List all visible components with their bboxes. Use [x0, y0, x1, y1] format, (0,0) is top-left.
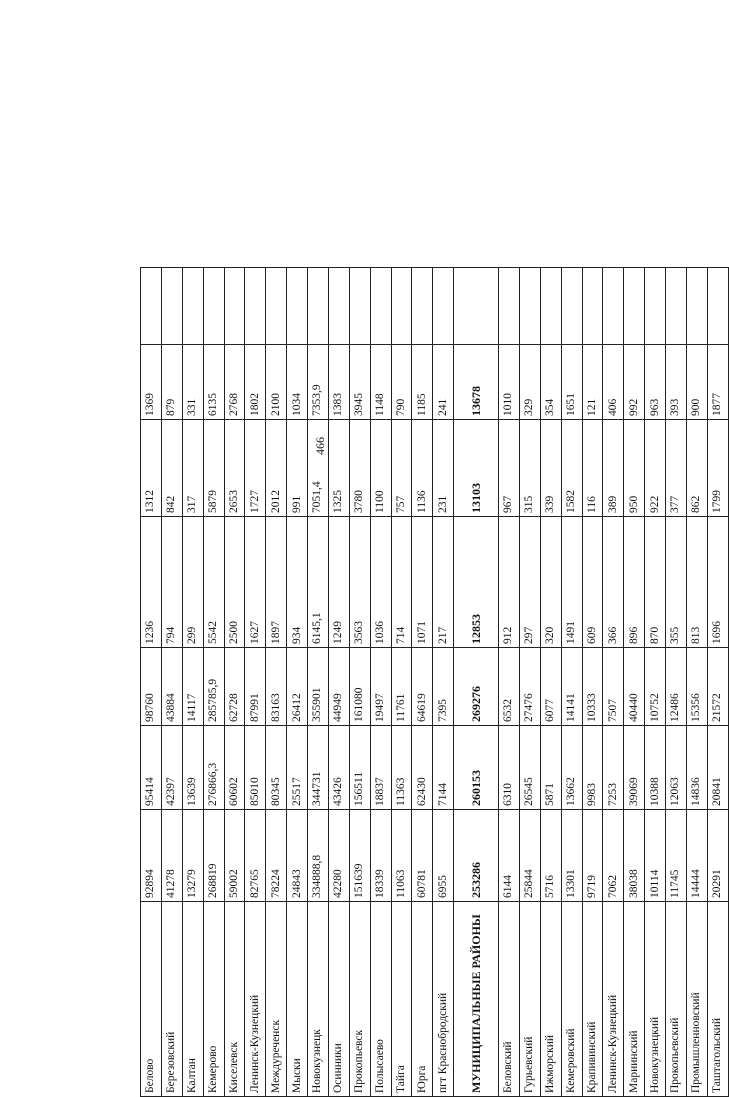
value-cell: 1312 [141, 420, 162, 517]
row-name-cell: Киселевск [224, 902, 245, 1097]
row-name-cell: Белово [141, 902, 162, 1097]
value-cell: 98760 [141, 648, 162, 726]
row-name-cell: Ленинск-Кузнецкий [603, 902, 624, 1097]
value-cell: 879 [161, 345, 182, 420]
value-cell: 13662 [561, 726, 582, 810]
value-cell: 24843 [287, 810, 308, 902]
value-cell: 9983 [582, 726, 603, 810]
value-cell: 10333 [582, 648, 603, 726]
table-row [370, 268, 391, 1097]
value-cell: 1383 [328, 345, 349, 420]
value-cell: 1036 [370, 517, 391, 648]
value-cell: 10388 [645, 726, 666, 810]
row-name-cell: Новокузнецк [308, 902, 329, 1097]
empty-cell [308, 268, 329, 345]
empty-cell [349, 268, 370, 345]
value-cell: 389 [603, 420, 624, 517]
value-cell: 26412 [287, 648, 308, 726]
value-cell: 13678 [454, 345, 499, 420]
empty-cell [603, 268, 624, 345]
empty-cell [141, 268, 162, 345]
value-cell: 393 [666, 345, 687, 420]
value-cell: 1802 [245, 345, 266, 420]
table-row [391, 268, 412, 1097]
value-cell: 7507 [603, 648, 624, 726]
empty-cell [203, 268, 224, 345]
value-cell: 317 [182, 420, 203, 517]
value-cell: 6145,1 [308, 517, 329, 648]
value-cell: 1491 [561, 517, 582, 648]
value-cell: 25517 [287, 726, 308, 810]
table-row [141, 268, 162, 1097]
table-row [624, 268, 645, 1097]
value-cell: 1877 [707, 345, 728, 420]
value-cell: 62728 [224, 648, 245, 726]
row-name-cell: Кемерово [203, 902, 224, 1097]
value-cell: 60781 [412, 810, 433, 902]
value-cell: 992 [624, 345, 645, 420]
value-cell: 3945 [349, 345, 370, 420]
table-row [686, 268, 707, 1097]
value-cell: 5716 [540, 810, 561, 902]
empty-cell [161, 268, 182, 345]
value-cell: 406 [603, 345, 624, 420]
value-cell: 92894 [141, 810, 162, 902]
value-cell: 1627 [245, 517, 266, 648]
value-cell: 14117 [182, 648, 203, 726]
empty-cell [391, 268, 412, 345]
value-cell: 241 [433, 345, 454, 420]
table-row [308, 268, 329, 1097]
value-cell: 297 [519, 517, 540, 648]
empty-cell [454, 268, 499, 345]
row-name-cell: Гурьевский [519, 902, 540, 1097]
value-cell: 714 [391, 517, 412, 648]
row-name-cell: Таштагольский [707, 902, 728, 1097]
value-cell: 40440 [624, 648, 645, 726]
row-name-cell: Промышленновский [686, 902, 707, 1097]
value-cell: 1136 [412, 420, 433, 517]
value-cell: 355 [666, 517, 687, 648]
value-cell: 13103 [454, 420, 499, 517]
value-cell: 60602 [224, 726, 245, 810]
value-cell: 1727 [245, 420, 266, 517]
table-row [182, 268, 203, 1097]
empty-cell [582, 268, 603, 345]
row-name-cell: Полысаево [370, 902, 391, 1097]
value-cell: 26545 [519, 726, 540, 810]
table-row [245, 268, 266, 1097]
table-row [433, 268, 454, 1097]
table-row [540, 268, 561, 1097]
value-cell: 12853 [454, 517, 499, 648]
value-cell: 7395 [433, 648, 454, 726]
value-cell: 13301 [561, 810, 582, 902]
value-cell: 12486 [666, 648, 687, 726]
value-cell: 790 [391, 345, 412, 420]
value-cell: 11363 [391, 726, 412, 810]
empty-cell [561, 268, 582, 345]
row-name-cell: Калтан [182, 902, 203, 1097]
value-cell: 6310 [499, 726, 520, 810]
value-cell: 151639 [349, 810, 370, 902]
value-cell: 80345 [266, 726, 287, 810]
value-cell: 3563 [349, 517, 370, 648]
table-row [561, 268, 582, 1097]
empty-cell [686, 268, 707, 345]
value-cell: 963 [645, 345, 666, 420]
value-cell: 329 [519, 345, 540, 420]
table-row [203, 268, 224, 1097]
empty-cell [370, 268, 391, 345]
value-cell: 20291 [707, 810, 728, 902]
value-cell: 1185 [412, 345, 433, 420]
value-cell: 10114 [645, 810, 666, 902]
value-cell: 355901 [308, 648, 329, 726]
row-name-cell: Ижморский [540, 902, 561, 1097]
value-cell: 39069 [624, 726, 645, 810]
data-table-rotated [140, 268, 729, 1097]
empty-cell [519, 268, 540, 345]
value-cell: 1034 [287, 345, 308, 420]
value-cell: 1010 [499, 345, 520, 420]
row-name-cell: Мыски [287, 902, 308, 1097]
empty-cell [645, 268, 666, 345]
value-cell: 18837 [370, 726, 391, 810]
value-cell: 44949 [328, 648, 349, 726]
value-cell: 231 [433, 420, 454, 517]
value-cell: 6144 [499, 810, 520, 902]
value-cell: 268819 [203, 810, 224, 902]
value-cell: 315 [519, 420, 540, 517]
table-row [224, 268, 245, 1097]
value-cell: 1071 [412, 517, 433, 648]
value-cell: 1100 [370, 420, 391, 517]
value-cell: 922 [645, 420, 666, 517]
value-cell: 991 [287, 420, 308, 517]
value-cell: 331 [182, 345, 203, 420]
value-cell: 10752 [645, 648, 666, 726]
value-cell: 967 [499, 420, 520, 517]
value-cell: 794 [161, 517, 182, 648]
value-cell: 15356 [686, 648, 707, 726]
value-cell: 82765 [245, 810, 266, 902]
table-row [266, 268, 287, 1097]
value-cell: 27476 [519, 648, 540, 726]
value-cell: 3780 [349, 420, 370, 517]
value-cell: 14836 [686, 726, 707, 810]
value-cell: 43884 [161, 648, 182, 726]
table-row [412, 268, 433, 1097]
page-number: 466 [313, 437, 327, 455]
row-name-cell: Прокопьевский [666, 902, 687, 1097]
row-name-cell: Ленинск-Кузнецкий [245, 902, 266, 1097]
table-section-row [454, 268, 499, 1097]
value-cell: 7051,4 [308, 420, 329, 517]
value-cell: 7353,9 [308, 345, 329, 420]
table-row [645, 268, 666, 1097]
empty-cell [224, 268, 245, 345]
value-cell: 269276 [454, 648, 499, 726]
value-cell: 7062 [603, 810, 624, 902]
empty-cell [624, 268, 645, 345]
value-cell: 1148 [370, 345, 391, 420]
empty-cell [287, 268, 308, 345]
value-cell: 6955 [433, 810, 454, 902]
value-cell: 14141 [561, 648, 582, 726]
value-cell: 1651 [561, 345, 582, 420]
value-cell: 14444 [686, 810, 707, 902]
value-cell: 13639 [182, 726, 203, 810]
empty-cell [433, 268, 454, 345]
value-cell: 862 [686, 420, 707, 517]
value-cell: 1799 [707, 420, 728, 517]
row-name-cell: МУНИЦИПАЛЬНЫЕ РАЙОНЫ [454, 902, 499, 1097]
value-cell: 2100 [266, 345, 287, 420]
row-name-cell: Кемеровский [561, 902, 582, 1097]
value-cell: 334888,8 [308, 810, 329, 902]
empty-cell [266, 268, 287, 345]
value-cell: 912 [499, 517, 520, 648]
value-cell: 19497 [370, 648, 391, 726]
table-row [707, 268, 728, 1097]
value-cell: 12063 [666, 726, 687, 810]
value-cell: 757 [391, 420, 412, 517]
value-cell: 260153 [454, 726, 499, 810]
row-name-cell: Беловский [499, 902, 520, 1097]
value-cell: 1696 [707, 517, 728, 648]
value-cell: 20841 [707, 726, 728, 810]
value-cell: 934 [287, 517, 308, 648]
value-cell: 78224 [266, 810, 287, 902]
value-cell: 5871 [540, 726, 561, 810]
table-row [582, 268, 603, 1097]
table-row [161, 268, 182, 1097]
value-cell: 1249 [328, 517, 349, 648]
row-name-cell: Мариинский [624, 902, 645, 1097]
value-cell: 6077 [540, 648, 561, 726]
table-row [499, 268, 520, 1097]
value-cell: 156511 [349, 726, 370, 810]
value-cell: 42397 [161, 726, 182, 810]
value-cell: 1236 [141, 517, 162, 648]
row-name-cell: Крапивинский [582, 902, 603, 1097]
value-cell: 2653 [224, 420, 245, 517]
value-cell: 161080 [349, 648, 370, 726]
value-cell: 813 [686, 517, 707, 648]
value-cell: 62430 [412, 726, 433, 810]
value-cell: 950 [624, 420, 645, 517]
value-cell: 1369 [141, 345, 162, 420]
value-cell: 900 [686, 345, 707, 420]
value-cell: 344731 [308, 726, 329, 810]
value-cell: 6135 [203, 345, 224, 420]
value-cell: 83163 [266, 648, 287, 726]
empty-cell [182, 268, 203, 345]
value-cell: 2012 [266, 420, 287, 517]
value-cell: 5542 [203, 517, 224, 648]
value-cell: 59002 [224, 810, 245, 902]
value-cell: 18339 [370, 810, 391, 902]
value-cell: 116 [582, 420, 603, 517]
table-row [287, 268, 308, 1097]
value-cell: 354 [540, 345, 561, 420]
value-cell: 7144 [433, 726, 454, 810]
value-cell: 38038 [624, 810, 645, 902]
value-cell: 7253 [603, 726, 624, 810]
row-name-cell: Новокузнецкий [645, 902, 666, 1097]
value-cell: 11063 [391, 810, 412, 902]
value-cell: 1582 [561, 420, 582, 517]
value-cell: 1897 [266, 517, 287, 648]
empty-cell [499, 268, 520, 345]
value-cell: 609 [582, 517, 603, 648]
row-name-cell: Междуреченск [266, 902, 287, 1097]
value-cell: 339 [540, 420, 561, 517]
row-name-cell: Юрга [412, 902, 433, 1097]
value-cell: 2768 [224, 345, 245, 420]
value-cell: 42280 [328, 810, 349, 902]
value-cell: 285785,9 [203, 648, 224, 726]
value-cell: 9719 [582, 810, 603, 902]
value-cell: 87991 [245, 648, 266, 726]
empty-cell [707, 268, 728, 345]
value-cell: 5879 [203, 420, 224, 517]
empty-cell [245, 268, 266, 345]
value-cell: 13279 [182, 810, 203, 902]
value-cell: 842 [161, 420, 182, 517]
empty-cell [540, 268, 561, 345]
value-cell: 11745 [666, 810, 687, 902]
table-row [349, 268, 370, 1097]
value-cell: 2500 [224, 517, 245, 648]
value-cell: 64619 [412, 648, 433, 726]
value-cell: 85010 [245, 726, 266, 810]
table-body [141, 268, 729, 1097]
value-cell: 21572 [707, 648, 728, 726]
value-cell: 121 [582, 345, 603, 420]
value-cell: 870 [645, 517, 666, 648]
empty-cell [666, 268, 687, 345]
row-name-cell: Березовский [161, 902, 182, 1097]
value-cell: 299 [182, 517, 203, 648]
table-row [603, 268, 624, 1097]
row-name-cell: Осинники [328, 902, 349, 1097]
table-row [519, 268, 540, 1097]
value-cell: 377 [666, 420, 687, 517]
table-row [328, 268, 349, 1097]
value-cell: 25844 [519, 810, 540, 902]
value-cell: 11761 [391, 648, 412, 726]
value-cell: 6532 [499, 648, 520, 726]
value-cell: 896 [624, 517, 645, 648]
row-name-cell: пгт Краснобродский [433, 902, 454, 1097]
row-name-cell: Тайга [391, 902, 412, 1097]
value-cell: 41278 [161, 810, 182, 902]
data-table [140, 267, 729, 1097]
value-cell: 1325 [328, 420, 349, 517]
value-cell: 217 [433, 517, 454, 648]
row-name-cell: Прокопьевск [349, 902, 370, 1097]
value-cell: 366 [603, 517, 624, 648]
value-cell: 276866,3 [203, 726, 224, 810]
value-cell: 43426 [328, 726, 349, 810]
value-cell: 95414 [141, 726, 162, 810]
table-row [666, 268, 687, 1097]
value-cell: 253286 [454, 810, 499, 902]
empty-cell [412, 268, 433, 345]
empty-cell [328, 268, 349, 345]
value-cell: 320 [540, 517, 561, 648]
